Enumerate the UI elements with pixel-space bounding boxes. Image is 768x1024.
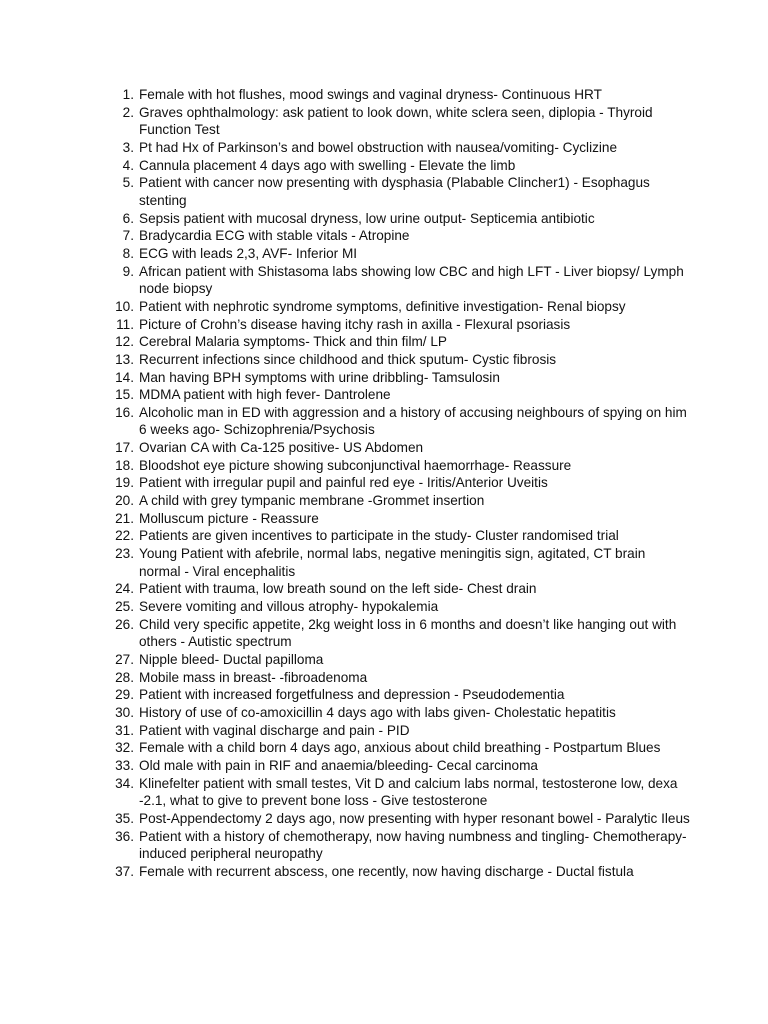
item-text: Patient with increased forgetfulness and depression - Pseudodementia [139,687,565,703]
item-number: 3. [122,139,134,155]
item-text: Old male with pain in RIF and anaemia/bleeding- Cecal carcinoma [139,757,538,773]
list-item [110,333,690,351]
item-number: 35. [115,810,134,826]
list-item [110,457,690,475]
item-number: 5. [122,175,134,191]
item-text: African patient with Shistasoma labs showing low CBC and high LFT - Liver biopsy/ Lymph node biopsy [139,263,684,297]
item-text: Patients are given incentives to participate in the study- Cluster randomised trial [139,528,619,544]
list-item [110,474,690,492]
item-number: 32. [115,740,134,756]
item-text: A child with grey tympanic membrane -Grommet insertion [139,493,485,509]
item-number: 12. [115,334,134,350]
item-text: Alcoholic man in ED with aggression and a history of accusing neighbours of spying on him 6 weeks ago- Schizophrenia/Psychosis [139,404,687,438]
item-number: 4. [122,157,134,173]
list-item [110,775,690,810]
item-text: Young Patient with afebrile, normal labs, negative meningitis sign, agitated, CT brain normal - Viral encephalitis [139,546,646,579]
item-number: 26. [115,616,134,632]
item-number: 37. [115,863,134,879]
item-number: 17. [115,440,134,456]
item-text: Cannula placement 4 days ago with swelling - Elevate the limb [139,157,516,173]
item-number: 33. [115,757,134,773]
list-item [110,298,690,316]
item-number: 7. [122,228,134,244]
item-text: Patient with trauma, low breath sound on the left side- Chest drain [139,581,537,597]
item-number: 24. [115,581,134,597]
list-item [110,545,690,580]
item-text: Mobile mass in breast- -fibroadenoma [139,669,368,685]
list-item [110,263,690,298]
list-item [110,651,690,669]
item-number: 14. [115,369,134,385]
item-text: Patient with nephrotic syndrome symptoms, definitive investigation- Renal biopsy [139,298,626,314]
item-number: 25. [115,599,134,615]
list-item [110,210,690,228]
item-number: 23. [115,546,134,562]
list-item [110,351,690,369]
item-number: 36. [115,828,134,844]
list-item [110,669,690,687]
list-item [110,616,690,651]
item-number: 21. [115,510,134,526]
item-text: Patient with cancer now presenting with dysphasia (Plabable Clincher1) - Esophagus stenting [139,175,650,208]
list-item [110,439,690,457]
list-item [110,598,690,616]
list-item [110,404,690,439]
item-text: Female with a child born 4 days ago, anxious about child breathing - Postpartum Blues [139,740,661,756]
item-number: 1. [122,87,134,102]
item-text: Female with hot flushes, mood swings and vaginal dryness- Continuous HRT [139,87,602,102]
list-item [110,739,690,757]
list-item [110,510,690,528]
list-item [110,863,690,881]
item-number: 15. [115,387,134,403]
item-number: 27. [115,652,134,667]
list-item [110,86,690,104]
list-item [110,369,690,387]
list-item [110,580,690,598]
item-text: Bradycardia ECG with stable vitals - Atropine [139,228,410,244]
item-number: 34. [115,775,134,791]
item-text: Patient with vaginal discharge and pain - PID [139,722,410,738]
item-text: Ovarian CA with Ca-125 positive- US Abdomen [139,440,424,456]
item-number: 8. [122,245,134,261]
list-item [110,686,690,704]
item-number: 10. [115,298,134,314]
item-text: Cerebral Malaria symptoms- Thick and thin film/ LP [139,334,447,350]
list-item [110,527,690,545]
list-item [110,227,690,245]
list-item [110,828,690,863]
item-number: 31. [115,722,134,738]
list-item [110,316,690,334]
list-item [110,757,690,775]
item-number: 29. [115,687,134,703]
item-text: Bloodshot eye picture showing subconjunctival haemorrhage- Reassure [139,457,572,473]
item-text: ECG with leads 2,3, AVF- Inferior MI [139,245,358,261]
list-item [110,810,690,828]
item-text: Nipple bleed- Ductal papilloma [139,652,324,667]
item-number: 28. [115,669,134,685]
item-text: Klinefelter patient with small testes, Vit D and calcium labs normal, testosterone low, dexa -2.1, what to give to prevent bone loss - Give testosterone [139,775,678,809]
item-number: 11. [116,316,134,332]
item-number: 6. [122,210,134,226]
item-text: Man having BPH symptoms with urine dribbling- Tamsulosin [139,369,500,385]
item-text: Pt had Hx of Parkinson’s and bowel obstruction with nausea/vomiting- Cyclizine [139,139,618,155]
item-text: Sepsis patient with mucosal dryness, low urine output- Septicemia antibiotic [139,210,595,226]
item-text: Graves ophthalmology: ask patient to look down, white sclera seen, diplopia - Thyroid Function Test [139,104,653,138]
item-number: 19. [115,475,134,491]
list-item [110,157,690,175]
item-number: 13. [115,351,134,367]
item-text: History of use of co-amoxicillin 4 days ago with labs given- Cholestatic hepatitis [139,704,616,720]
item-text: Recurrent infections since childhood and thick sputum- Cystic fibrosis [139,351,557,367]
item-number: 2. [122,104,134,120]
item-text: Severe vomiting and villous atrophy- hypokalemia [139,599,439,615]
item-text: Female with recurrent abscess, one recently, now having discharge - Ductal fistula [139,863,634,879]
item-text: Patient with a history of chemotherapy, now having numbness and tingling- Chemotherapy-induced peripheral neuropathy [139,828,687,862]
list-item [110,386,690,404]
item-text: Picture of Crohn’s disease having itchy rash in axilla - Flexural psoriasis [139,316,571,332]
numbered-list [110,86,690,881]
list-item [110,139,690,157]
item-text: Child very specific appetite, 2kg weight loss in 6 months and doesn’t like hanging out with others - Autistic spectrum [139,616,677,650]
item-number: 9. [122,263,134,279]
item-text: Molluscum picture - Reassure [139,510,319,526]
item-number: 16. [115,404,134,420]
item-text: Post-Appendectomy 2 days ago, now presenting with hyper resonant bowel - Paralytic Ileus [139,810,690,826]
list-item [110,245,690,263]
item-number: 30. [115,704,134,720]
list-item [110,492,690,510]
item-text: MDMA patient with high fever- Dantrolene [139,387,391,403]
list-item [110,104,690,139]
item-number: 20. [115,493,134,509]
item-number: 22. [115,528,134,544]
item-text: Patient with irregular pupil and painful red eye - Iritis/Anterior Uveitis [139,475,548,491]
list-item [110,704,690,722]
item-number: 18. [115,457,134,473]
list-item [110,174,690,209]
list-item [110,722,690,740]
